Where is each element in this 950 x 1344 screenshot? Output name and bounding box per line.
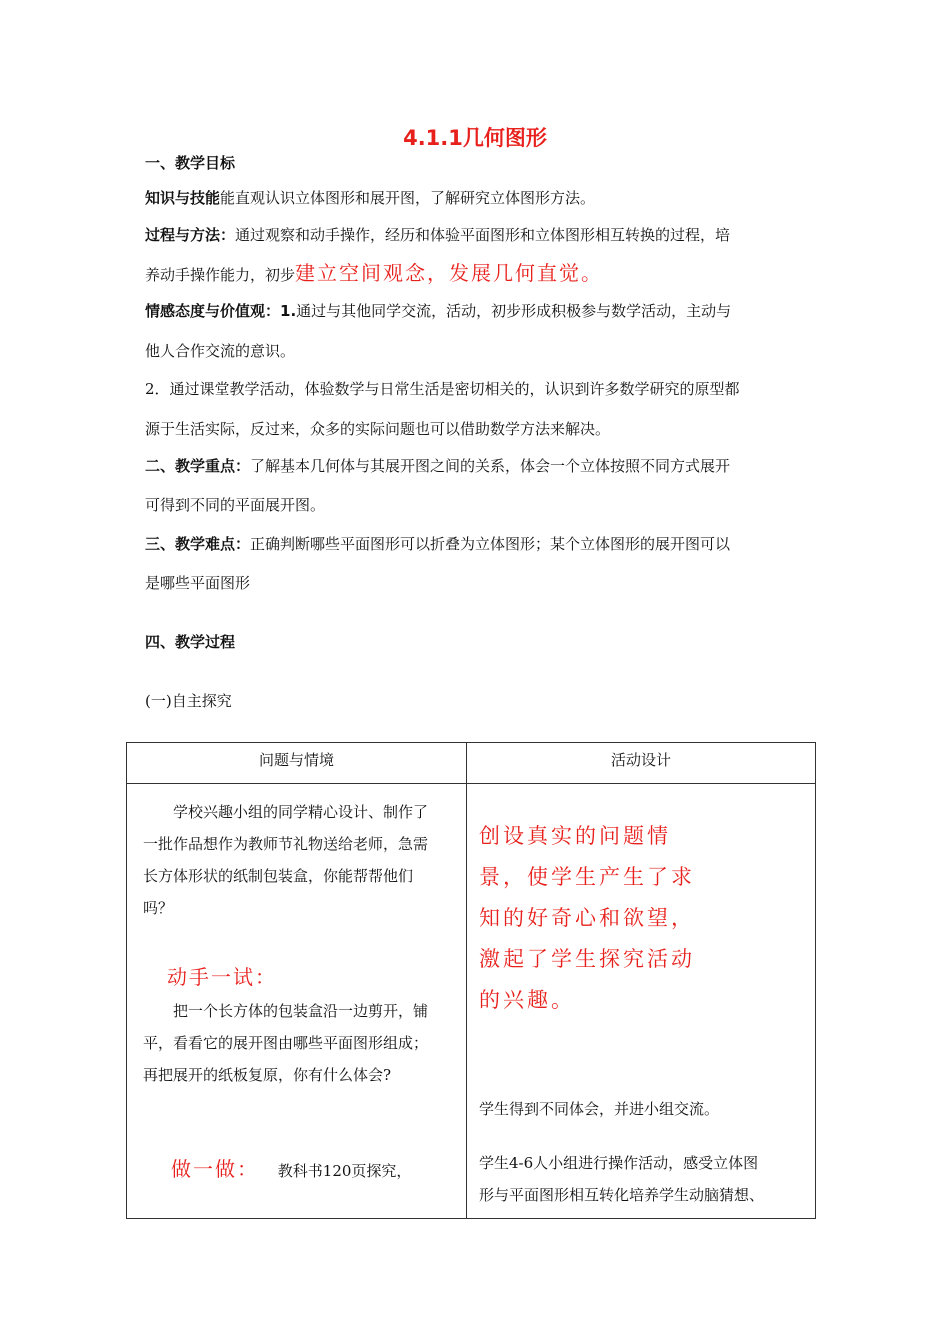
emotion-text-1: 通过与其他同学交流，活动，初步形成积极参与数学活动，主动与 [296, 302, 732, 320]
try-label: 动手一试： [167, 965, 277, 989]
situation-line-3: 长方体形状的纸制包装盒，你能帮帮他们 [143, 867, 414, 885]
table-header-row [127, 743, 816, 784]
activity-red-2: 景，使学生产生了求 [479, 865, 695, 889]
knowledge-text: 能直观认识立体图形和展开图，了解研究立体图形方法。 [220, 189, 596, 207]
difficulty-text-1: 正确判断哪些平面图形可以折叠为立体图形；某个立体图形的展开图可以 [250, 535, 731, 553]
activity-red-5: 的兴趣。 [479, 988, 575, 1012]
activity-red-4: 激起了学生探究活动 [479, 947, 695, 971]
activity-note-2-line-1: 学生4-6人小组进行操作活动，感受立体图 [479, 1154, 759, 1172]
knowledge-skills-line [145, 187, 810, 209]
emotion-label: 情感态度与价值观： [145, 302, 281, 320]
subheading-self-explore: (一)自主探究 [145, 692, 232, 710]
try-line-1: 把一个长方体的包装盒沿一边剪开，铺 [173, 1002, 429, 1020]
key-points-text-1: 了解基本几何体与其展开图之间的关系，体会一个立体按照不同方式展开 [250, 457, 731, 475]
situation-line-2: 一批作品想作为教师节礼物送给老师，急需 [143, 835, 429, 853]
section-heading-process: 四、教学过程 [145, 633, 236, 651]
table-row [127, 784, 816, 1219]
difficulty-label: 三、教学难点： [145, 535, 251, 553]
do-label: 做一做： [171, 1157, 259, 1181]
key-points-label: 二、教学重点： [145, 457, 251, 475]
key-points-line-2: 可得到不同的平面展开图。 [145, 496, 326, 514]
activity-note-2-line-2: 形与平面图形相互转化培养学生动脑猜想、 [479, 1186, 765, 1204]
do-line [171, 1154, 486, 1187]
item2-line-1: 2．通过课堂教学活动，体验数学与日常生活是密切相关的，认识到许多数学研究的原型都 [145, 380, 740, 398]
process-text-2: 养动手操作能力，初步 [145, 266, 296, 284]
difficulty-line-2: 是哪些平面图形 [145, 574, 251, 592]
emotion-num: 1. [280, 302, 297, 320]
process-text-1: 通过观察和动手操作，经历和体验平面图形和立体图形相互转换的过程，培 [235, 226, 731, 244]
difficulty-line [145, 533, 810, 555]
table-header-activity: 活动设计 [467, 743, 816, 784]
emotion-line-2: 他人合作交流的意识。 [145, 342, 296, 360]
activity-red-1: 创设真实的问题情 [479, 824, 671, 848]
process-method-line-2 [145, 262, 810, 286]
process-method-line [145, 224, 810, 246]
page-title: 4.1.1几何图形 [403, 126, 547, 150]
activity-red-3: 知的好奇心和欲望， [479, 906, 695, 930]
activity-note-1: 学生得到不同体会，并进小组交流。 [479, 1100, 720, 1118]
process-red-text: 建立空间观念，发展几何直觉。 [295, 261, 604, 285]
do-text: 教科书120页探究， [277, 1162, 412, 1180]
key-points-line [145, 455, 810, 477]
section-heading-objectives: 一、教学目标 [145, 154, 236, 172]
table-header-situation: 问题与情境 [127, 743, 467, 784]
situation-line-4: 吗？ [143, 899, 174, 917]
situation-line-1: 学校兴趣小组的同学精心设计、制作了 [173, 803, 429, 821]
try-line-3: 再把展开的纸板复原，你有什么体会? [143, 1066, 392, 1084]
item2-line-2: 源于生活实际，反过来，众多的实际问题也可以借助数学方法来解决。 [145, 420, 611, 438]
emotion-line [145, 300, 810, 322]
try-line-2: 平，看看它的展开图由哪些平面图形组成； [143, 1034, 429, 1052]
activity-cell [467, 784, 816, 1219]
process-label: 过程与方法： [145, 226, 236, 244]
knowledge-label: 知识与技能 [145, 189, 221, 207]
situation-cell [127, 784, 467, 1219]
lesson-table [126, 742, 816, 1219]
